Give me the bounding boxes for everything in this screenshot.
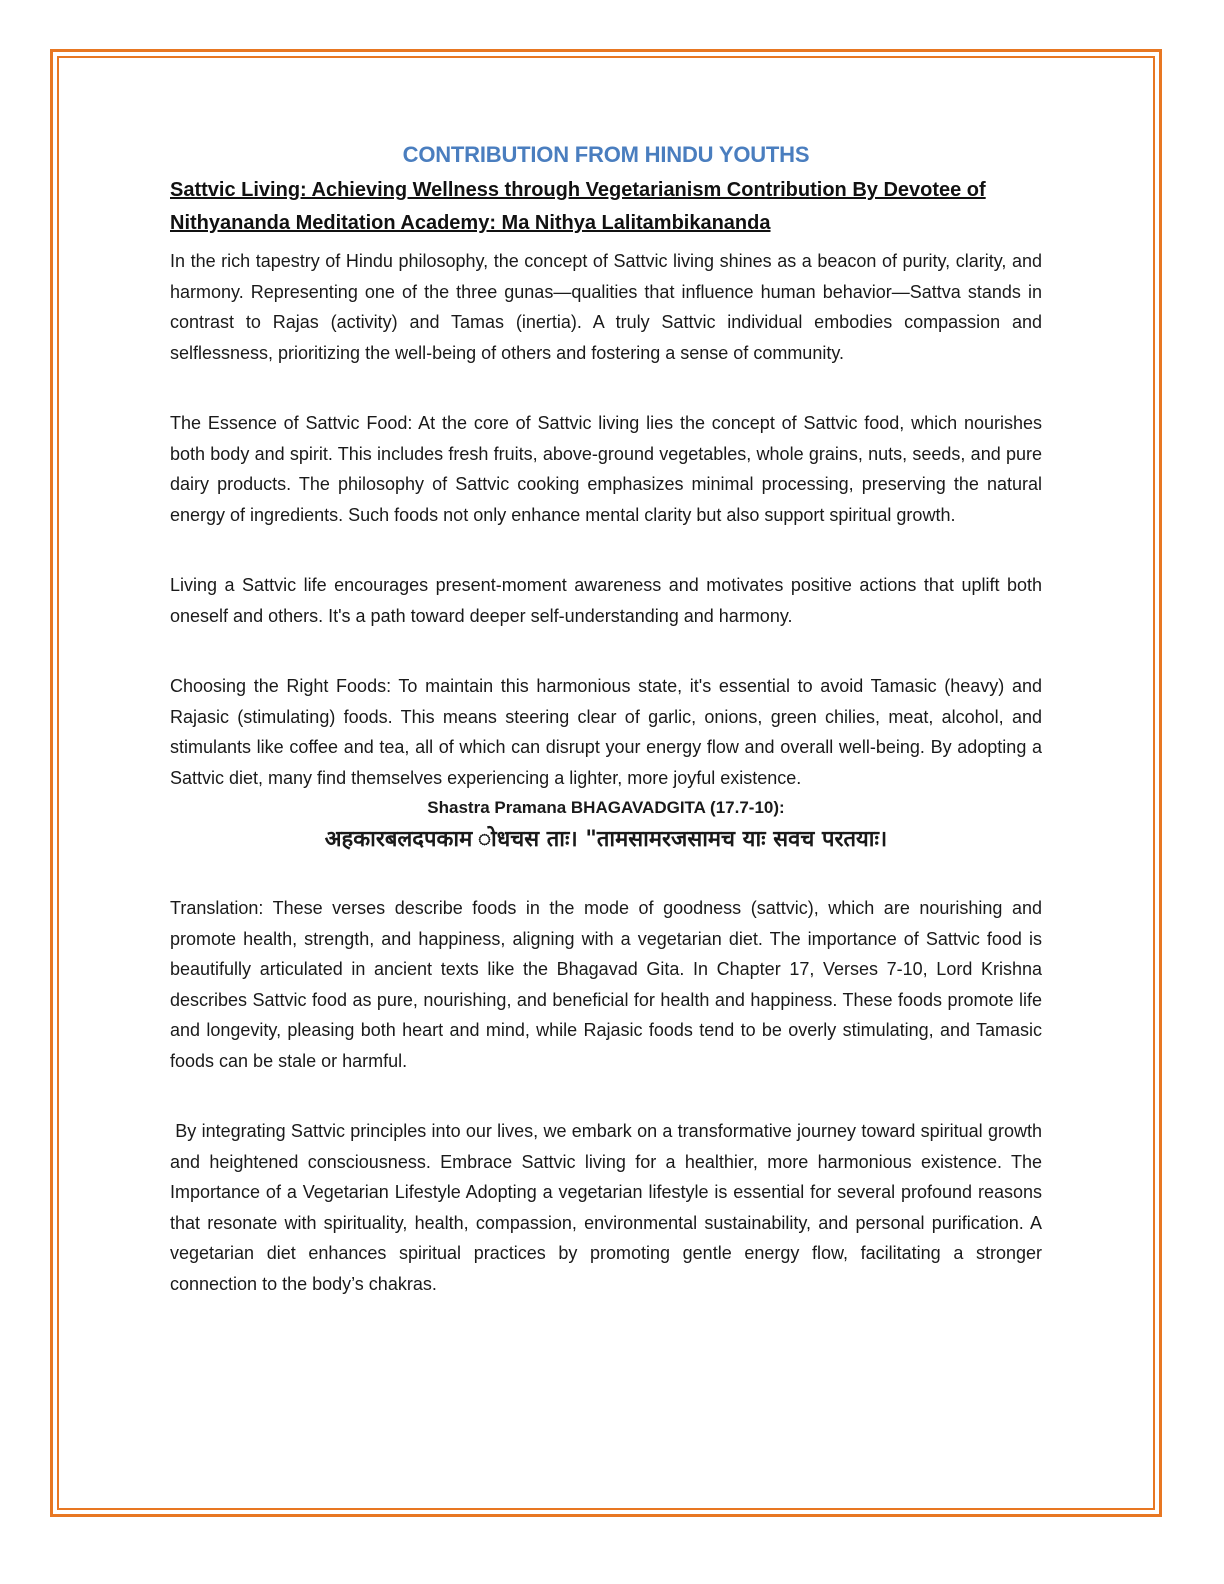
paragraph-integrating-sattvic-principles: By integrating Sattvic principles into our lives, we embark on a transformative journey toward spiritual growth and heightened consciousness. Embrace Sattvic living for a healthier, more harmonious existence. The Importance of a Vegetarian Lifestyle Adopting a vegetarian lifestyle is essential for several profound reasons that resonate with spirituality, health, compassion, environmental sustainability, and personal purification. A vegetarian diet enhances spiritual practices by promoting gentle energy flow, facilitating a stronger connection to the body’s chakras. <box>170 1121 1048 1294</box>
paragraph-gap <box>170 631 1042 671</box>
paragraph-choosing-right-foods: Choosing the Right Foods: To maintain this harmonious state, it's essential to avoid Tamasic (heavy) and Rajasic (stimulating) foods. This means steering clear of garlic, onions, green chilies, meat, alcohol, and stimulants like coffee and tea, all of which can disrupt your energy flow and overall well-being. By adopting a Sattvic diet, many find themselves experiencing a lighter, more joyful existence. <box>170 676 1042 788</box>
paragraph-gap <box>170 368 1042 408</box>
sanskrit-verse: अहकारबलदपकाम ोधचस ताः। "तामसामरजसामच याः सवच परतयाः। <box>324 827 888 852</box>
paragraph-intro: In the rich tapestry of Hindu philosophy, the concept of Sattvic living shines as a beacon of purity, clarity, and harmony. Representing one of the three gunas—qualities that influence human behavior—Sattva stands in contrast to Rajas (activity) and Tamas (inertia). A truly Sattvic individual embodies compassion and selflessness, prioritizing the well-being of others and fostering a sense of community. <box>170 251 1042 363</box>
shastra-heading: Shastra Pramana BHAGAVADGITA (17.7-10): <box>427 798 785 817</box>
document-content <box>170 140 1048 1299</box>
article-subtitle: Sattvic Living: Achieving Wellness through Vegetarianism Contribution By Devotee of Nithyananda Meditation Academy: Ma Nithya Lalitambikananda <box>170 179 986 234</box>
paragraph-gap <box>170 1076 1042 1116</box>
paragraph-gap <box>170 530 1042 570</box>
paragraph-sattvic-life: Living a Sattvic life encourages present-moment awareness and motivates positive actions that uplift both oneself and others. It's a path toward deeper self-understanding and harmony. <box>170 575 1042 626</box>
document-title: CONTRIBUTION FROM HINDU YOUTHS <box>402 142 810 167</box>
paragraph-essence-of-sattvic-food: The Essence of Sattvic Food: At the core of Sattvic living lies the concept of Sattvic food, which nourishes both body and spirit. This includes fresh fruits, above-ground vegetables, whole grains, nuts, seeds, and pure dairy products. The philosophy of Sattvic cooking emphasizes minimal processing, preserving the natural energy of ingredients. Such foods not only enhance mental clarity but also support spiritual growth. <box>170 413 1042 525</box>
paragraph-translation: Translation: These verses describe foods in the mode of goodness (sattvic), which are nourishing and promote health, strength, and happiness, aligning with a vegetarian diet. The importance of Sattvic food is beautifully articulated in ancient texts like the Bhagavad Gita. In Chapter 17, Verses 7-10, Lord Krishna describes Sattvic food as pure, nourishing, and beneficial for health and happiness. These foods promote life and longevity, pleasing both heart and mind, while Rajasic foods tend to be overly stimulating, and Tamasic foods can be stale or harmful. <box>170 898 1042 1071</box>
